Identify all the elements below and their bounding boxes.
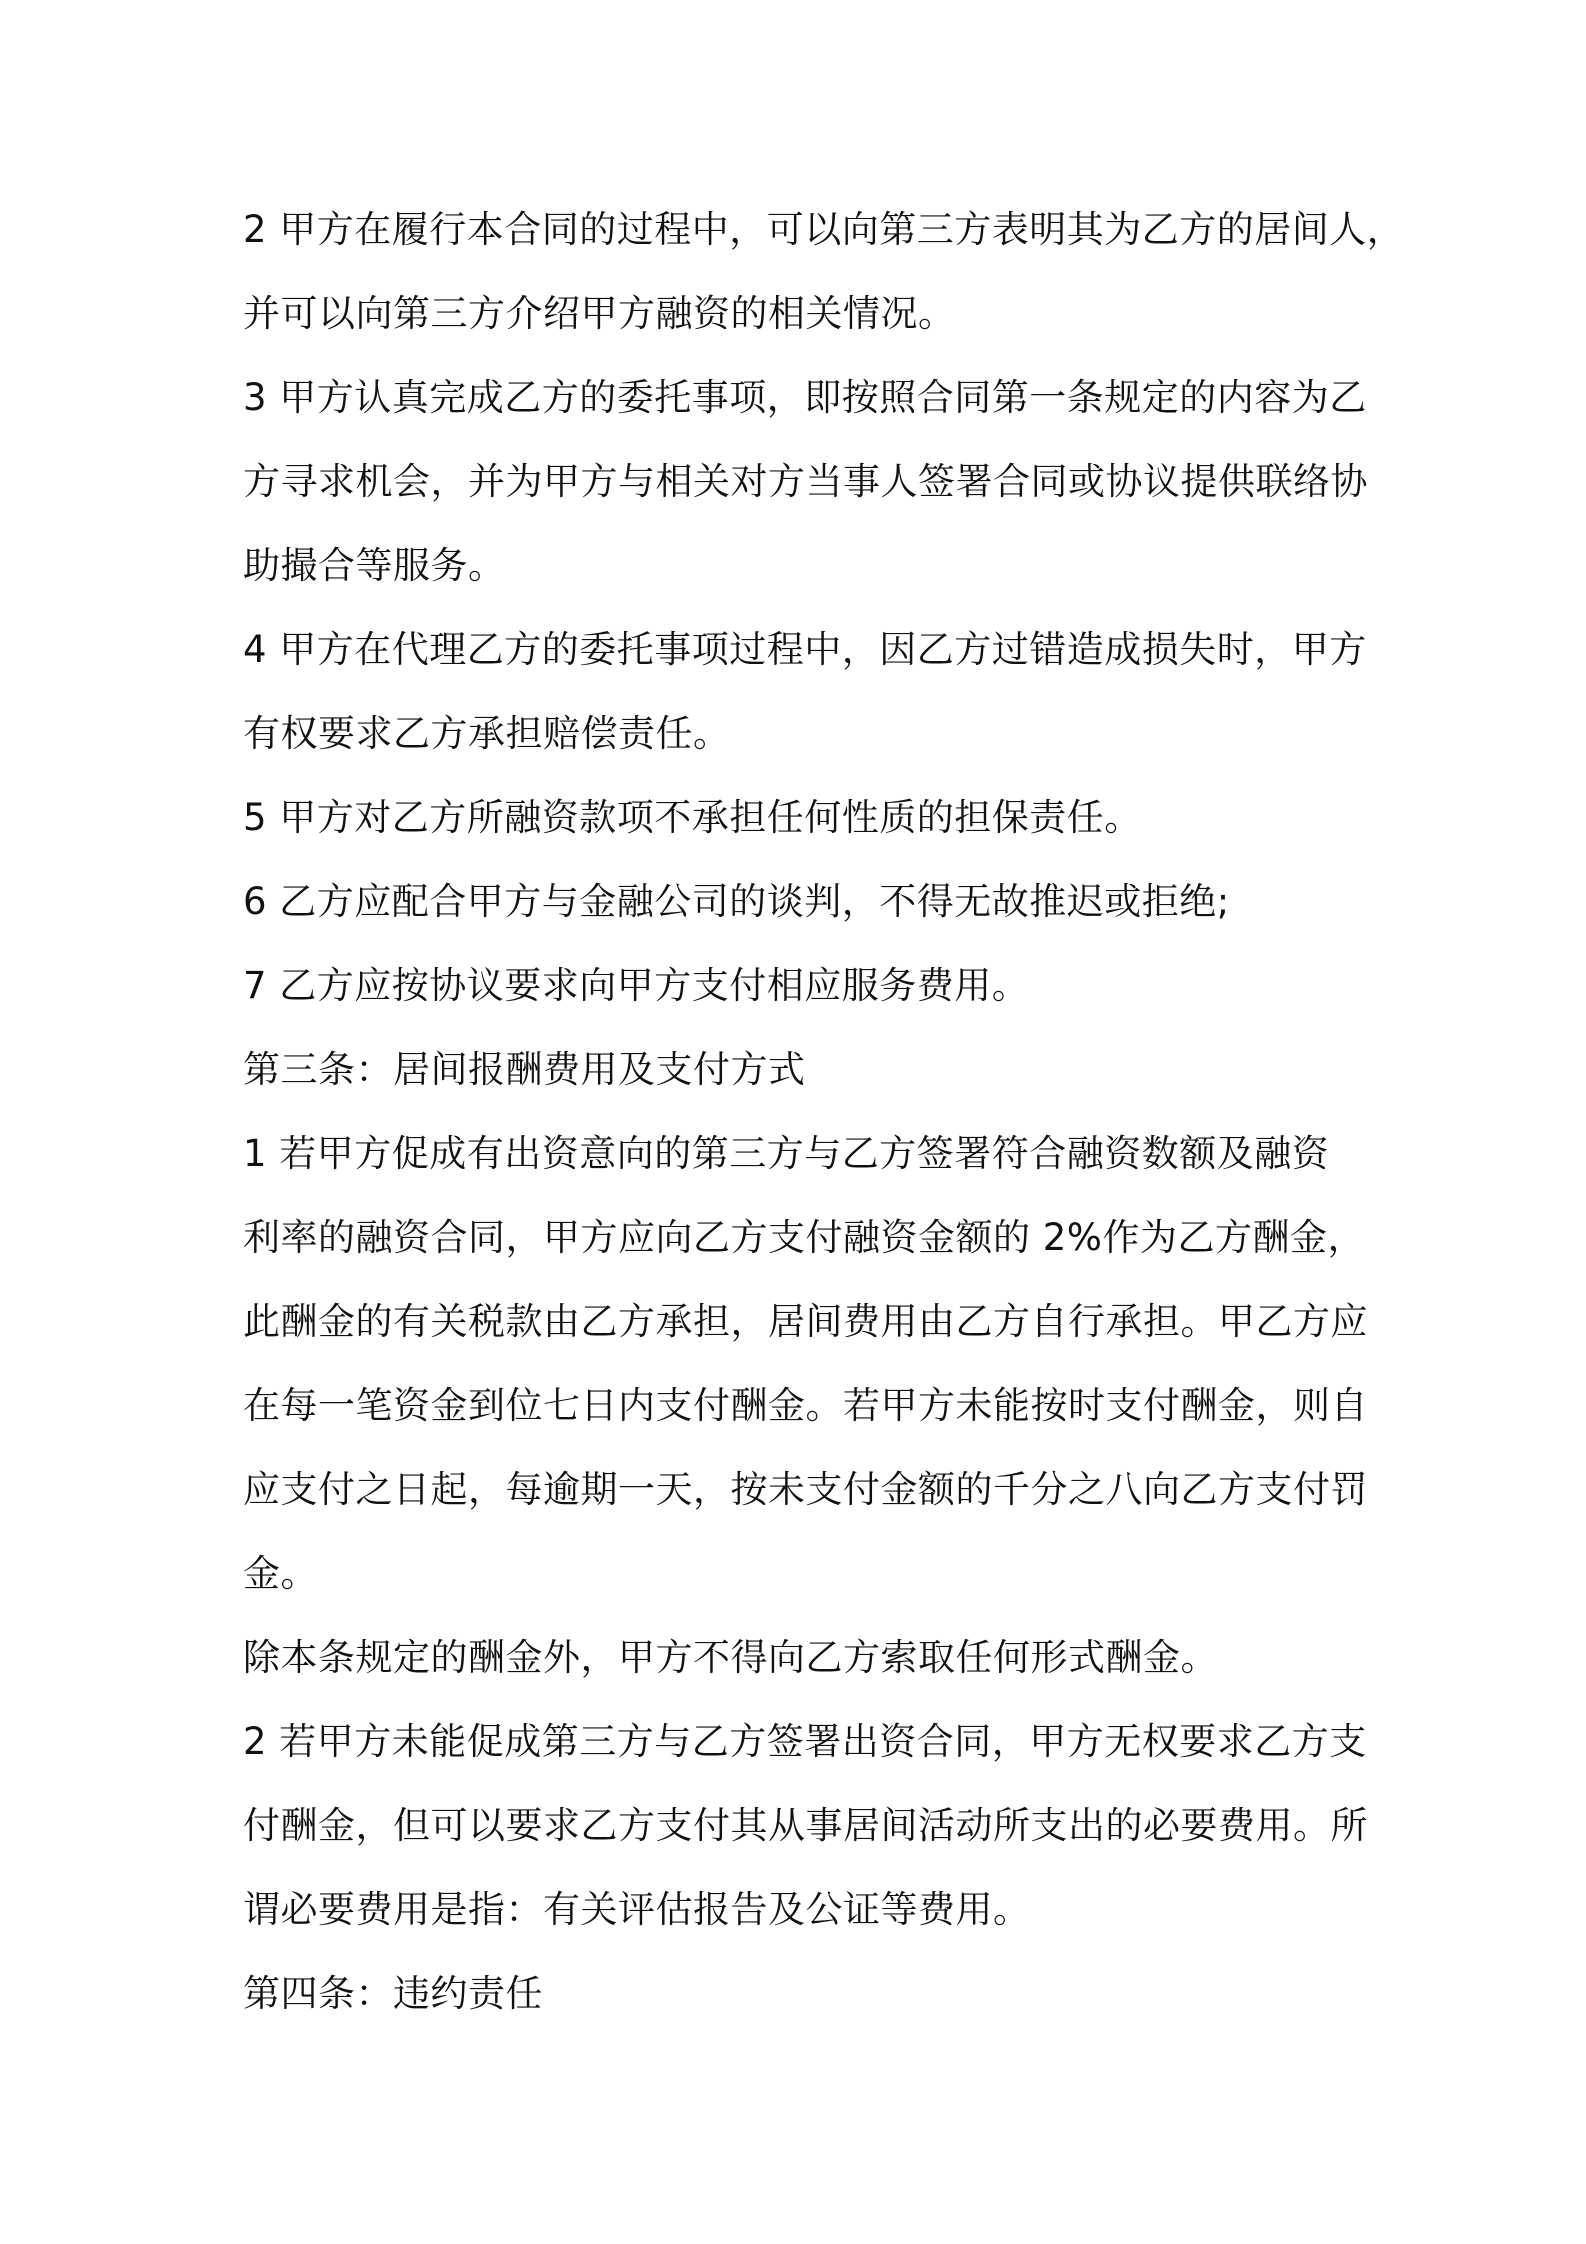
text-line-14: 此酬金的有关税款由乙方承担，居间费用由乙方自行承担。甲乙方应 [243,1300,1368,1343]
text-line-5: 助撮合等服务。 [243,544,506,587]
text-line-2: 并可以向第三方介绍甲方融资的相关情况。 [243,292,956,335]
text-line-17: 金。 [243,1552,318,1595]
section-heading-article-4: 第四条：违约责任 [243,1972,543,2015]
text-line-18: 除本条规定的酬金外，甲方不得向乙方索取任何形式酬金。 [243,1636,1218,1679]
text-line-16: 应支付之日起，每逾期一天，按未支付金额的千分之八向乙方支付罚 [243,1468,1368,1511]
text-line-8: 5 甲方对乙方所融资款项不承担任何性质的担保责任。 [243,796,1142,839]
text-line-4: 方寻求机会，并为甲方与相关对方当事人签署合同或协议提供联络协 [243,460,1368,503]
text-line-3: 3 甲方认真完成乙方的委托事项，即按照合同第一条规定的内容为乙 [243,376,1367,419]
text-line-6: 4 甲方在代理乙方的委托事项过程中，因乙方过错造成损失时，甲方 [243,628,1367,671]
text-line-19: 2 若甲方未能促成第三方与乙方签署出资合同，甲方无权要求乙方支 [243,1720,1367,1763]
text-line-12: 1 若甲方促成有出资意向的第三方与乙方签署符合融资数额及融资 [243,1132,1330,1175]
text-line-9: 6 乙方应配合甲方与金融公司的谈判，不得无故推迟或拒绝; [243,880,1230,923]
text-line-7: 有权要求乙方承担赔偿责任。 [243,712,731,755]
section-heading-article-3: 第三条：居间报酬费用及支付方式 [243,1048,806,1091]
text-line-15: 在每一笔资金到位七日内支付酬金。若甲方未能按时支付酬金，则自 [243,1384,1368,1427]
text-line-10: 7 乙方应按协议要求向甲方支付相应服务费用。 [243,964,1030,1007]
text-line-1: 2 甲方在履行本合同的过程中，可以向第三方表明其为乙方的居间人， [243,208,1405,251]
text-line-13: 利率的融资合同，甲方应向乙方支付融资金额的 2%作为乙方酬金， [243,1216,1365,1259]
text-line-20: 付酬金，但可以要求乙方支付其从事居间活动所支出的必要费用。所 [243,1804,1368,1847]
text-line-21: 谓必要费用是指：有关评估报告及公证等费用。 [243,1888,1031,1931]
